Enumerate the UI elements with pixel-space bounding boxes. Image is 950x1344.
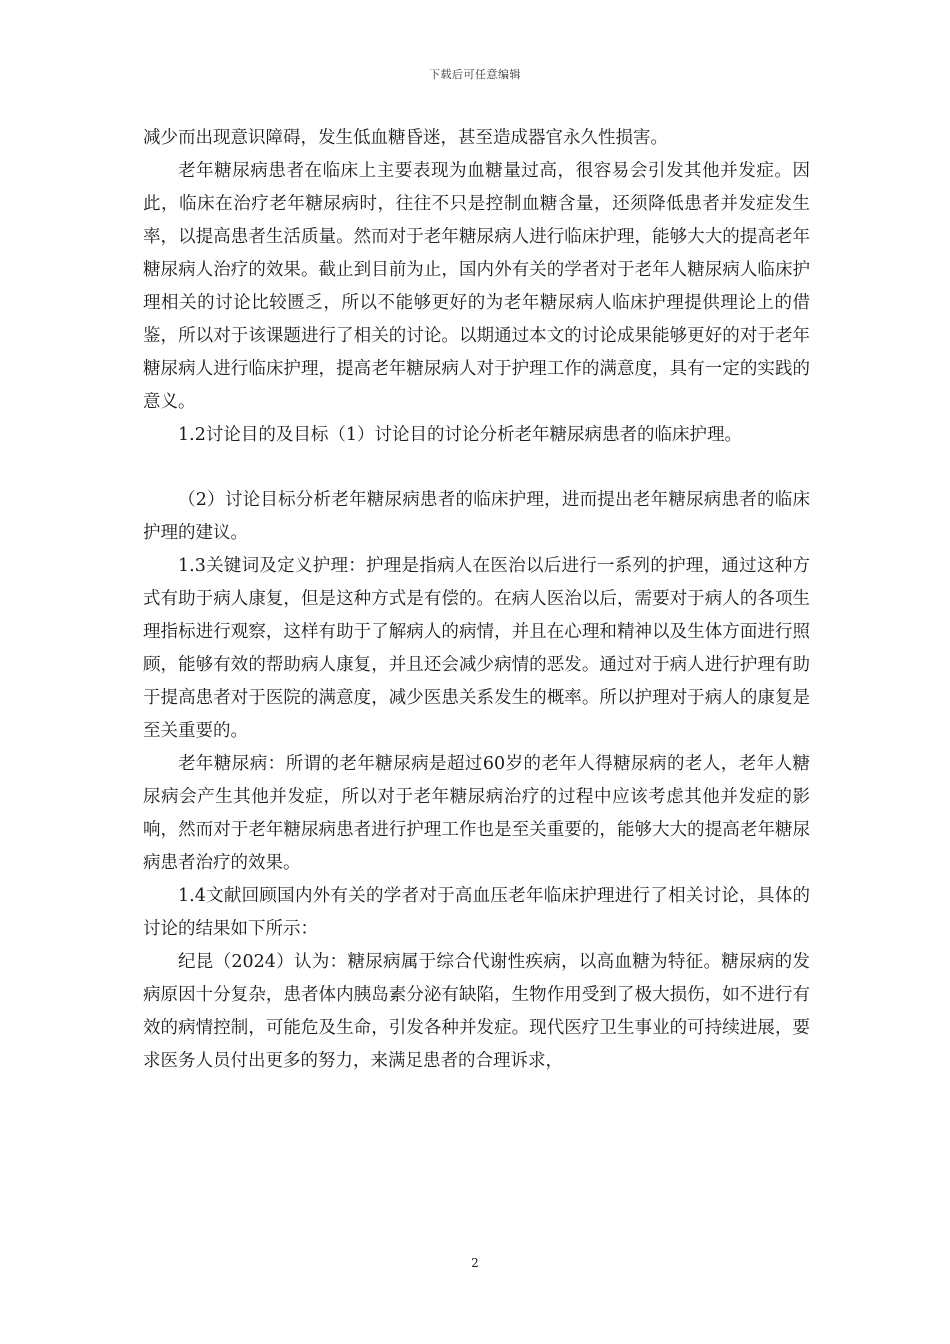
paragraph-definition-diabetes: 老年糖尿病：所谓的老年糖尿病是超过60岁的老年人得糖尿病的老人，老年人糖尿病会产生其他并发症，所以对于老年糖尿病治疗的过程中应该考虑其他并发症的影响，然而对于老年糖尿病患者进行护理工作也是至关重要的，能够大大的提高老年糖尿病患者治疗的效果。 bbox=[143, 754, 810, 873]
document-body bbox=[143, 122, 810, 1078]
paragraph-continuation: 减少而出现意识障碍，发生低血糖昏迷，甚至造成器官永久性损害。 bbox=[143, 128, 668, 148]
paragraph-section-1-4: 1.4文献回顾国内外有关的学者对于高血压老年临床护理进行了相关讨论，具体的讨论的结果如下所示： bbox=[143, 886, 810, 939]
paragraph-section-1-2: 1.2讨论目的及目标（1）讨论目的讨论分析老年糖尿病患者的临床护理。 bbox=[178, 425, 742, 445]
paragraph-objective: （2）讨论目标分析老年糖尿病患者的临床护理，进而提出老年糖尿病患者的临床护理的建议。 bbox=[143, 490, 810, 543]
page-number: 2 bbox=[471, 1256, 479, 1270]
page-header: 下载后可任意编辑 bbox=[429, 68, 521, 81]
paragraph-literature-jikun: 纪昆（2024）认为：糖尿病属于综合代谢性疾病，以高血糖为特征。糖尿病的发病原因十分复杂，患者体内胰岛素分泌有缺陷，生物作用受到了极大损伤，如不进行有效的病情控制，可能危及生命，引发各种并发症。现代医疗卫生事业的可持续进展，要求医务人员付出更多的努力，来满足患者的合理诉求， bbox=[143, 952, 810, 1071]
paragraph-section-1-3: 1.3关键词及定义护理：护理是指病人在医治以后进行一系列的护理，通过这种方式有助于病人康复，但是这种方式是有偿的。在病人医治以后，需要对于病人的各项生理指标进行观察，这样有助于了解病人的病情，并且在心理和精神以及生体方面进行照顾，能够有效的帮助病人康复，并且还会减少病情的恶发。通过对于病人进行护理有助于提高患者对于医院的满意度，减少医患关系发生的概率。所以护理对于病人的康复是至关重要的。 bbox=[143, 556, 810, 741]
paragraph-intro: 老年糖尿病患者在临床上主要表现为血糖量过高，很容易会引发其他并发症。因此，临床在治疗老年糖尿病时，往往不只是控制血糖含量，还须降低患者并发症发生率，以提高患者生活质量。然而对于老年糖尿病人进行临床护理，能够大大的提高老年糖尿病人治疗的效果。截止到目前为止，国内外有关的学者对于老年人糖尿病人临床护理相关的讨论比较匮乏，所以不能够更好的为老年糖尿病人临床护理提供理论上的借鉴，所以对于该课题进行了相关的讨论。以期通过本文的讨论成果能够更好的对于老年糖尿病人进行临床护理，提高老年糖尿病人对于护理工作的满意度，具有一定的实践的意义。 bbox=[143, 161, 810, 412]
paragraph-gap bbox=[143, 452, 810, 484]
